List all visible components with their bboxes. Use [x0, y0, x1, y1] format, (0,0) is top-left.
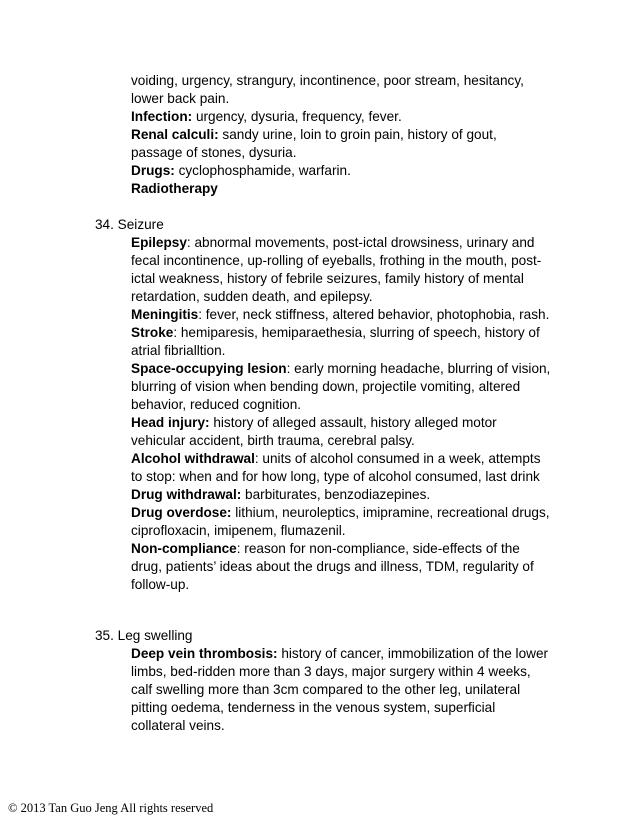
entry-head-injury [131, 414, 551, 450]
section-34-heading: 34. Seizure [95, 217, 164, 232]
entry-term: Stroke [131, 325, 174, 340]
entry-text: history of cancer, immobilization of the lower limbs, bed-ridden more than 3 days, major surgery within 4 weeks, calf swelling more than 3cm compared to the other leg, unilateral pitting oedema, tenderness in the venous system, superficial collateral veins. [131, 646, 549, 733]
entry-term: Radiotherapy [131, 181, 218, 196]
entry-term: Renal calculi: [131, 127, 219, 142]
entry-text: : fever, neck stiffness, altered behavior, photophobia, rash. [198, 307, 550, 322]
copyright-footer: © 2013 Tan Guo Jeng All rights reserved [8, 801, 214, 815]
entry-term: Epilepsy [131, 235, 187, 250]
entry-term: Head injury: [131, 415, 210, 430]
entry-infection [131, 108, 551, 126]
entry-term: Deep vein thrombosis: [131, 646, 278, 661]
entry-term: Meningitis [131, 307, 199, 322]
entry-text: cyclophosphamide, warfarin. [174, 163, 351, 178]
entry-text: : early morning headache, blurring of vision, blurring of vision when bending down, projectile vomiting, altered behavior, reduced cognition. [131, 361, 551, 412]
section-34-list [131, 234, 551, 594]
entry-term: Space-occupying lesion [131, 361, 287, 376]
entry-stroke [131, 324, 551, 360]
section-35-heading: 35. Leg swelling [95, 628, 193, 643]
section-35-list [131, 645, 551, 735]
entry-radiotherapy [131, 180, 551, 198]
entry-text: : units of alcohol consumed in a week, attempts to stop: when and for how long, type of alcohol consumed, last drink [131, 451, 541, 484]
entry-text: : hemiparesis, hemiparaethesia, slurring of speech, history of atrial fibrialltion. [131, 325, 540, 358]
entry-text: urgency, dysuria, frequency, fever. [192, 109, 402, 124]
entry-deep-vein-thrombosis [131, 645, 551, 735]
entry-non-compliance [131, 540, 551, 594]
entry-term: Drug withdrawal: [131, 487, 242, 502]
entry-drug-withdrawal [131, 486, 551, 504]
entry-term: Drug overdose: [131, 505, 232, 520]
entry-term: Non-compliance [131, 541, 237, 556]
entry-drug-overdose [131, 504, 551, 540]
entry-text: lithium, neuroleptics, imipramine, recreational drugs, ciprofloxacin, imipenem, flumazenil. [131, 505, 550, 538]
entry-drugs [131, 162, 551, 180]
entry-meningitis [131, 306, 551, 324]
entry-alcohol-withdrawal [131, 450, 551, 486]
entry-text: barbiturates, benzodiazepines. [241, 487, 431, 502]
entry-term: Drugs: [131, 163, 175, 178]
entry-text: : reason for non-compliance, side-effects of the drug, patients’ ideas about the drugs and illness, TDM, regularity of follow-up. [131, 541, 534, 592]
entry-term: Alcohol withdrawal [131, 451, 255, 466]
continued-intro: voiding, urgency, strangury, incontinence, poor stream, hesitancy, lower back pain. [131, 73, 524, 106]
entry-term: Infection: [131, 109, 193, 124]
section-33-continued [131, 72, 551, 198]
entry-renal-calculi [131, 126, 551, 162]
entry-text: sandy urine, loin to groin pain, history of gout, passage of stones, dysuria. [131, 127, 497, 160]
entry-epilepsy [131, 234, 551, 306]
entry-space-occupying-lesion [131, 360, 551, 414]
entry-text: history of alleged assault, history alleged motor vehicular accident, birth trauma, cerebral palsy. [131, 415, 497, 448]
entry-text: : abnormal movements, post-ictal drowsiness, urinary and fecal incontinence, up-rolling of eyeballs, frothing in the mouth, post-ictal weakness, history of febrile seizures, family history of mental retardation, sudden death, and epilepsy. [131, 235, 542, 304]
